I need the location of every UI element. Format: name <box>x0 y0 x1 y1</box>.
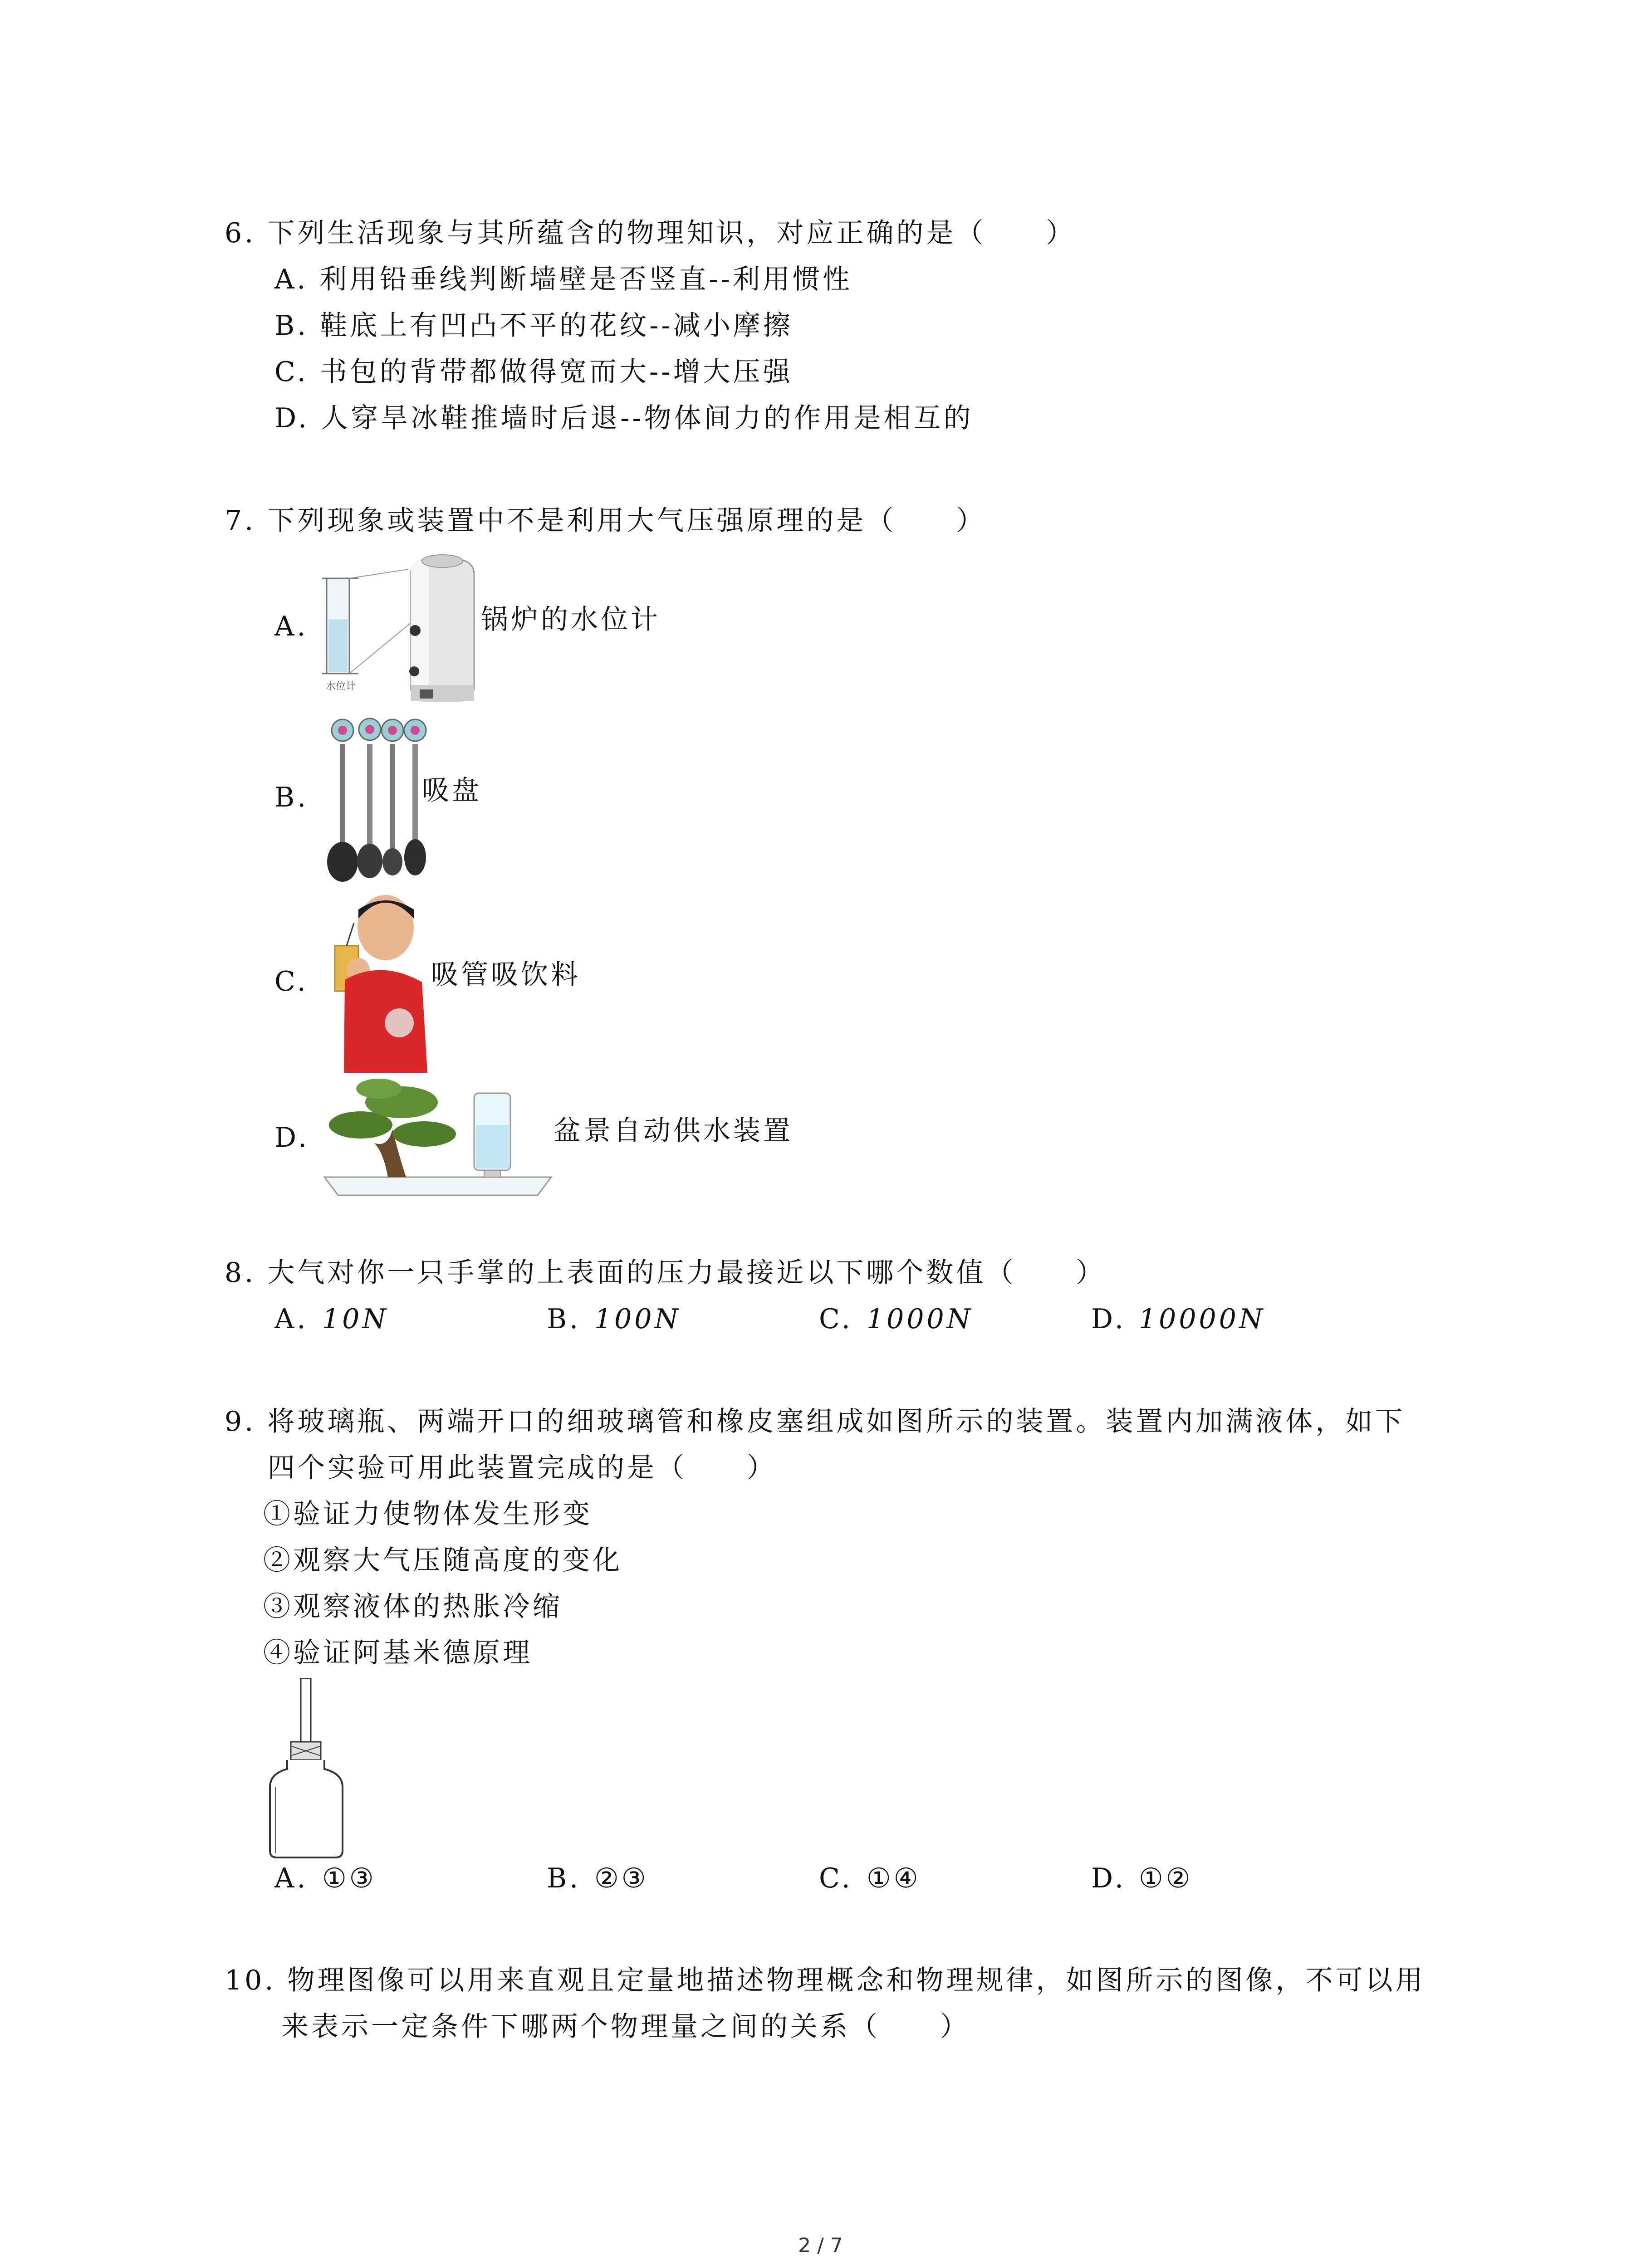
boiler-gauge-image <box>318 551 481 710</box>
bottle-apparatus-image <box>265 1678 347 1860</box>
q7-option-b-caption: 吸盘 <box>422 775 482 807</box>
q9-item-3: ③观察液体的热胀冷缩 <box>263 1591 563 1623</box>
q9-item-4: ④验证阿基米德原理 <box>263 1637 533 1669</box>
q8-option-c-letter: C. <box>819 1303 853 1335</box>
q9-option-a-letter: A. <box>274 1862 309 1894</box>
q9-stem-line2: 四个实验可用此装置完成的是（ ） <box>268 1452 777 1484</box>
q8-option-a-letter: A. <box>274 1303 309 1335</box>
q6-stem: 6. 下列生活现象与其所蕴含的物理知识，对应正确的是（ ） <box>225 217 1076 249</box>
q6-option-c: C. 书包的背带都做得宽而大--增大压强 <box>274 356 793 388</box>
q10-stem-line1: 10. 物理图像可以用来直观且定量地描述物理概念和物理规律，如图所示的图像，不可以用 <box>225 1965 1425 1996</box>
q9-option-c-letter: C. <box>819 1862 853 1894</box>
q10-stem-line2: 来表示一定条件下哪两个物理量之间的关系（ ） <box>281 2011 970 2043</box>
q9-option-c-value: ①④ <box>867 1862 921 1894</box>
q7-stem: 7. 下列现象或装置中不是利用大气压强原理的是（ ） <box>225 505 986 537</box>
q8-option-b-letter: B. <box>547 1303 581 1335</box>
q9-option-d-value: ①② <box>1139 1862 1193 1894</box>
q9-item-2: ②观察大气压随高度的变化 <box>263 1545 622 1576</box>
q9-item-1: ①验证力使物体发生形变 <box>263 1498 593 1530</box>
q7-option-b-letter: B. <box>274 782 309 813</box>
q9-stem-line1: 9. 将玻璃瓶、两端开口的细玻璃管和橡皮塞组成如图所示的装置。装置内加满液体，如下 <box>225 1406 1406 1437</box>
q9-option-b-letter: B. <box>547 1862 581 1894</box>
q8-option-d-letter: D. <box>1091 1303 1127 1335</box>
q6-option-b: B. 鞋底上有凹凸不平的花纹--减小摩擦 <box>274 310 793 342</box>
q6-option-d: D. 人穿旱冰鞋推墙时后退--物体间力的作用是相互的 <box>274 402 974 434</box>
q8-stem: 8. 大气对你一只手掌的上表面的压力最接近以下哪个数值（ ） <box>225 1257 1106 1289</box>
q8-option-d-value: 10000N <box>1139 1303 1266 1335</box>
q7-option-d-letter: D. <box>274 1122 310 1154</box>
boy-drinking-straw-image <box>327 891 431 1073</box>
q9-option-d-letter: D. <box>1091 1862 1127 1894</box>
q6-option-a: A. 利用铅垂线判断墙壁是否竖直--利用惯性 <box>274 264 853 295</box>
gauge-label: 水位计 <box>326 681 356 692</box>
q7-option-d-caption: 盆景自动供水装置 <box>554 1115 793 1147</box>
bonsai-water-supply-image <box>320 1075 556 1202</box>
q9-option-b-value: ②③ <box>594 1862 649 1894</box>
q8-option-a-value: 10N <box>322 1303 389 1335</box>
q7-option-c-caption: 吸管吸饮料 <box>431 959 581 991</box>
q7-option-a-letter: A. <box>274 611 309 642</box>
q7-option-a-caption: 锅炉的水位计 <box>481 604 661 635</box>
page-number: 2 / 7 <box>798 2234 843 2257</box>
q9-option-a-value: ①③ <box>322 1862 377 1894</box>
q7-option-c-letter: C. <box>274 966 309 997</box>
q8-option-b-value: 100N <box>594 1303 681 1335</box>
q8-option-c-value: 1000N <box>867 1303 974 1335</box>
